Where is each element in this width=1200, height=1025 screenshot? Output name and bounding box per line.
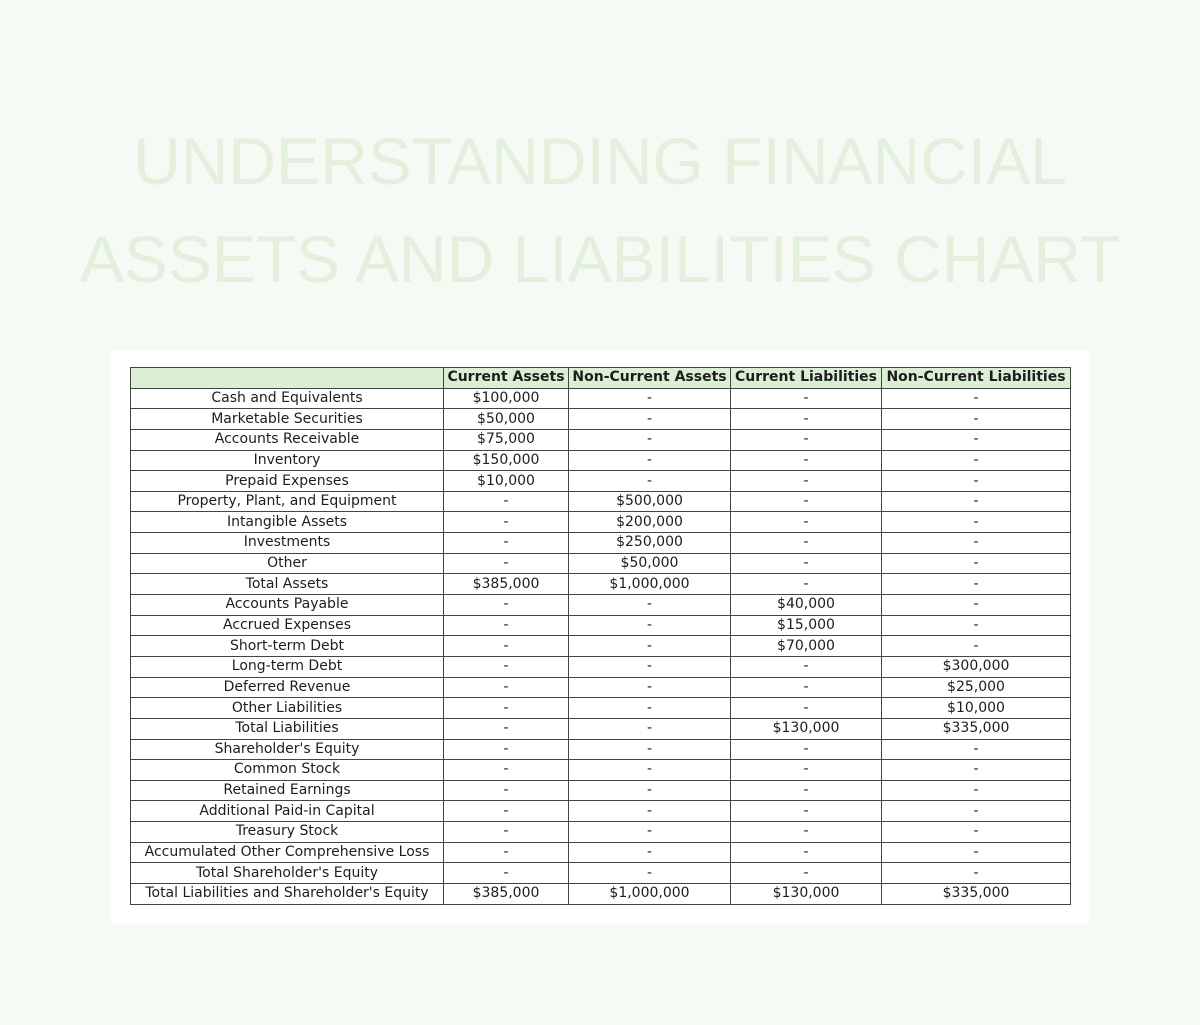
non-current-liabilities-cell: - [882, 615, 1071, 636]
current-assets-cell: - [444, 863, 569, 884]
current-liabilities-cell: - [731, 780, 882, 801]
current-assets-cell: - [444, 842, 569, 863]
non-current-assets-cell: $1,000,000 [569, 574, 731, 595]
table-row [131, 574, 1071, 595]
row-label: Investments [131, 533, 444, 554]
non-current-liabilities-cell: - [882, 842, 1071, 863]
row-label: Total Liabilities and Shareholder's Equity [131, 884, 444, 905]
non-current-assets-cell: - [569, 698, 731, 719]
non-current-liabilities-cell: - [882, 574, 1071, 595]
non-current-assets-cell: - [569, 595, 731, 616]
non-current-assets-cell: - [569, 409, 731, 430]
row-label: Additional Paid-in Capital [131, 801, 444, 822]
header-non-current-assets: Non-Current Assets [569, 368, 731, 389]
table-row [131, 388, 1071, 409]
non-current-assets-cell: - [569, 636, 731, 657]
financial-table [130, 367, 1071, 905]
current-assets-cell: $10,000 [444, 471, 569, 492]
row-label: Total Assets [131, 574, 444, 595]
current-assets-cell: - [444, 553, 569, 574]
current-assets-cell: $150,000 [444, 450, 569, 471]
table-row [131, 698, 1071, 719]
header-current-assets: Current Assets [444, 368, 569, 389]
header-non-current-liabilities: Non-Current Liabilities [882, 368, 1071, 389]
current-liabilities-cell: $70,000 [731, 636, 882, 657]
table-body [131, 388, 1071, 904]
current-assets-cell: - [444, 491, 569, 512]
non-current-liabilities-cell: - [882, 512, 1071, 533]
non-current-liabilities-cell: - [882, 450, 1071, 471]
non-current-assets-cell: - [569, 450, 731, 471]
current-assets-cell: - [444, 615, 569, 636]
current-liabilities-cell: - [731, 533, 882, 554]
non-current-assets-cell: - [569, 822, 731, 843]
current-assets-cell: $385,000 [444, 884, 569, 905]
row-label: Shareholder's Equity [131, 739, 444, 760]
non-current-liabilities-cell: - [882, 595, 1071, 616]
current-liabilities-cell: - [731, 429, 882, 450]
current-liabilities-cell: - [731, 677, 882, 698]
non-current-liabilities-cell: - [882, 429, 1071, 450]
non-current-assets-cell: $1,000,000 [569, 884, 731, 905]
row-label: Inventory [131, 450, 444, 471]
table-row [131, 822, 1071, 843]
non-current-assets-cell: $500,000 [569, 491, 731, 512]
current-assets-cell: - [444, 636, 569, 657]
table-row [131, 677, 1071, 698]
row-label: Accounts Receivable [131, 429, 444, 450]
table-row [131, 739, 1071, 760]
row-label: Other [131, 553, 444, 574]
current-assets-cell: - [444, 822, 569, 843]
current-assets-cell: - [444, 656, 569, 677]
table-row [131, 553, 1071, 574]
table-row [131, 615, 1071, 636]
page-title-line-1: UNDERSTANDING FINANCIAL [133, 124, 1067, 198]
current-liabilities-cell: - [731, 842, 882, 863]
current-liabilities-cell: - [731, 553, 882, 574]
table-row [131, 471, 1071, 492]
row-label: Accrued Expenses [131, 615, 444, 636]
non-current-liabilities-cell: - [882, 739, 1071, 760]
current-assets-cell: $385,000 [444, 574, 569, 595]
row-label: Retained Earnings [131, 780, 444, 801]
row-label: Total Shareholder's Equity [131, 863, 444, 884]
table-row [131, 842, 1071, 863]
current-liabilities-cell: $40,000 [731, 595, 882, 616]
current-liabilities-cell: - [731, 698, 882, 719]
table-row [131, 801, 1071, 822]
non-current-liabilities-cell: - [882, 760, 1071, 781]
non-current-liabilities-cell: $10,000 [882, 698, 1071, 719]
current-liabilities-cell: - [731, 409, 882, 430]
non-current-assets-cell: - [569, 801, 731, 822]
row-label: Marketable Securities [131, 409, 444, 430]
non-current-assets-cell: - [569, 429, 731, 450]
non-current-assets-cell: - [569, 780, 731, 801]
non-current-liabilities-cell: - [882, 822, 1071, 843]
current-liabilities-cell: - [731, 760, 882, 781]
non-current-assets-cell: - [569, 656, 731, 677]
current-assets-cell: - [444, 780, 569, 801]
current-liabilities-cell: - [731, 491, 882, 512]
non-current-assets-cell: - [569, 760, 731, 781]
row-label: Cash and Equivalents [131, 388, 444, 409]
row-label: Deferred Revenue [131, 677, 444, 698]
current-liabilities-cell: - [731, 656, 882, 677]
current-assets-cell: - [444, 595, 569, 616]
row-label: Short-term Debt [131, 636, 444, 657]
non-current-assets-cell: - [569, 718, 731, 739]
non-current-liabilities-cell: $25,000 [882, 677, 1071, 698]
current-assets-cell: - [444, 739, 569, 760]
page-title-line-2: ASSETS AND LIABILITIES CHART [79, 222, 1121, 296]
table-row [131, 450, 1071, 471]
current-liabilities-cell: $130,000 [731, 718, 882, 739]
current-assets-cell: $50,000 [444, 409, 569, 430]
non-current-liabilities-cell: - [882, 801, 1071, 822]
non-current-liabilities-cell: - [882, 471, 1071, 492]
table-row [131, 884, 1071, 905]
row-label: Prepaid Expenses [131, 471, 444, 492]
non-current-liabilities-cell: - [882, 636, 1071, 657]
current-assets-cell: - [444, 533, 569, 554]
table-row [131, 491, 1071, 512]
table-row [131, 409, 1071, 430]
row-label: Property, Plant, and Equipment [131, 491, 444, 512]
current-liabilities-cell: - [731, 739, 882, 760]
non-current-liabilities-cell: - [882, 491, 1071, 512]
non-current-liabilities-cell: - [882, 409, 1071, 430]
row-label: Long-term Debt [131, 656, 444, 677]
row-label: Total Liabilities [131, 718, 444, 739]
non-current-liabilities-cell: - [882, 780, 1071, 801]
table-row [131, 429, 1071, 450]
non-current-assets-cell: - [569, 615, 731, 636]
table-row [131, 636, 1071, 657]
current-assets-cell: - [444, 718, 569, 739]
current-liabilities-cell: - [731, 574, 882, 595]
current-assets-cell: - [444, 677, 569, 698]
non-current-liabilities-cell: $335,000 [882, 884, 1071, 905]
non-current-assets-cell: - [569, 842, 731, 863]
current-assets-cell: - [444, 698, 569, 719]
current-liabilities-cell: - [731, 388, 882, 409]
non-current-assets-cell: $250,000 [569, 533, 731, 554]
table-row [131, 718, 1071, 739]
non-current-assets-cell: $200,000 [569, 512, 731, 533]
current-liabilities-cell: $130,000 [731, 884, 882, 905]
table-row [131, 863, 1071, 884]
current-assets-cell: - [444, 512, 569, 533]
non-current-assets-cell: - [569, 863, 731, 884]
non-current-liabilities-cell: - [882, 553, 1071, 574]
non-current-liabilities-cell: - [882, 533, 1071, 554]
non-current-assets-cell: - [569, 471, 731, 492]
header-current-liabilities: Current Liabilities [731, 368, 882, 389]
row-label: Treasury Stock [131, 822, 444, 843]
row-label: Other Liabilities [131, 698, 444, 719]
current-assets-cell: $100,000 [444, 388, 569, 409]
current-liabilities-cell: - [731, 863, 882, 884]
non-current-assets-cell: - [569, 739, 731, 760]
current-assets-cell: $75,000 [444, 429, 569, 450]
table-header-row [131, 368, 1071, 389]
table-row [131, 656, 1071, 677]
current-liabilities-cell: - [731, 822, 882, 843]
current-liabilities-cell: - [731, 801, 882, 822]
table-row [131, 780, 1071, 801]
current-liabilities-cell: - [731, 471, 882, 492]
table-row [131, 512, 1071, 533]
current-liabilities-cell: - [731, 450, 882, 471]
table-row [131, 533, 1071, 554]
row-label: Common Stock [131, 760, 444, 781]
row-label: Accounts Payable [131, 595, 444, 616]
row-label: Accumulated Other Comprehensive Loss [131, 842, 444, 863]
non-current-liabilities-cell: - [882, 388, 1071, 409]
non-current-assets-cell: $50,000 [569, 553, 731, 574]
current-liabilities-cell: $15,000 [731, 615, 882, 636]
non-current-liabilities-cell: - [882, 863, 1071, 884]
non-current-liabilities-cell: $335,000 [882, 718, 1071, 739]
non-current-assets-cell: - [569, 388, 731, 409]
row-label: Intangible Assets [131, 512, 444, 533]
table-row [131, 760, 1071, 781]
header-blank [131, 368, 444, 389]
current-assets-cell: - [444, 801, 569, 822]
table-row [131, 595, 1071, 616]
current-assets-cell: - [444, 760, 569, 781]
non-current-liabilities-cell: $300,000 [882, 656, 1071, 677]
current-liabilities-cell: - [731, 512, 882, 533]
non-current-assets-cell: - [569, 677, 731, 698]
